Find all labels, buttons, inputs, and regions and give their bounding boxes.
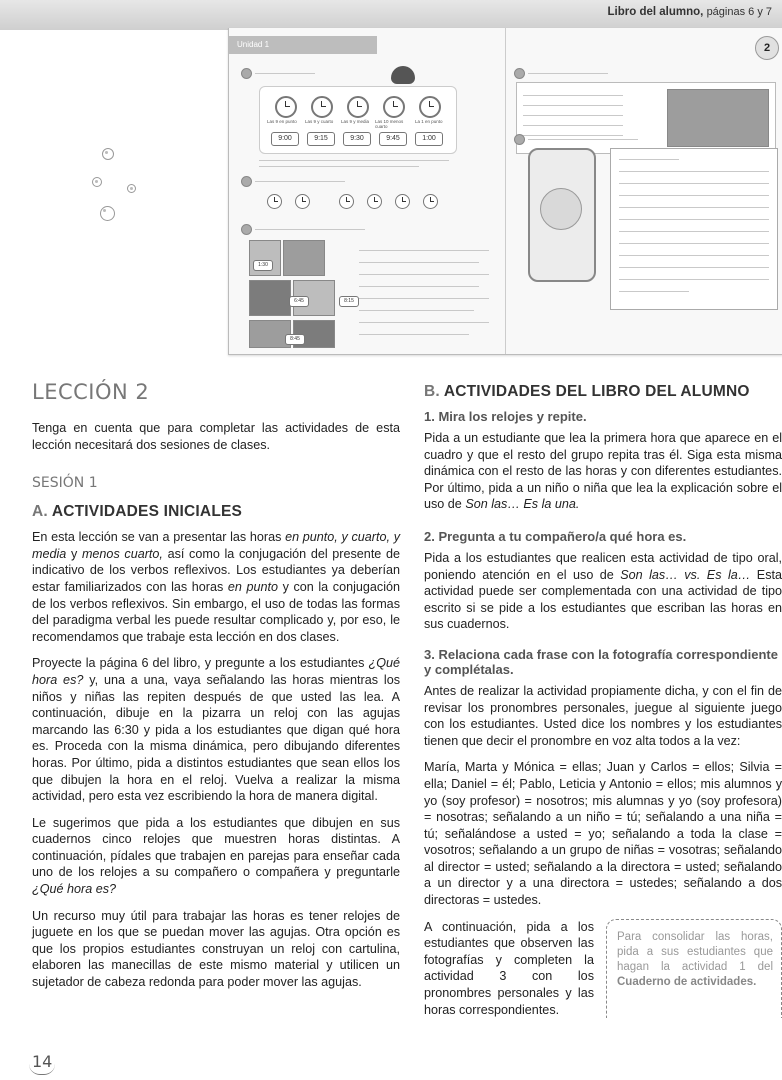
paragraph: A continuación, pida a los estudiantes que observen las fotografías y completen la actividad 3 con los pronombres personales y las horas correspondientes.	[424, 919, 594, 1017]
text-line	[619, 195, 769, 196]
italic-text: menos cuarto,	[81, 546, 163, 561]
lesson-title: LECCIÓN 2	[32, 380, 150, 404]
text: Esta actividad puede ser complementada con una actividad de tipo escrito si se pide a los estudiantes que escriban las horas en sus cuadernos.	[424, 567, 782, 632]
text-line	[359, 274, 489, 275]
text-line	[619, 231, 769, 232]
text-line	[619, 171, 769, 172]
unit-number: 2	[755, 36, 779, 60]
tip-bold-text: Cuaderno de actividades.	[617, 975, 757, 988]
clock-caption: Las 9 en punto	[267, 119, 297, 124]
activity-bullet	[241, 224, 252, 235]
clock-icon	[395, 194, 410, 209]
paragraph	[424, 430, 782, 513]
page-number: 14	[32, 1052, 53, 1071]
table-line	[523, 105, 623, 106]
text-line	[359, 298, 489, 299]
intro-paragraph: Tenga en cuenta que para completar las actividades de esta lección necesitará dos sesiones de clases.	[32, 421, 400, 452]
table-line	[523, 135, 623, 136]
italic-text: Son las… vs. Es la…	[620, 567, 751, 582]
text-line	[619, 207, 769, 208]
text-line	[619, 219, 769, 220]
section-title: ACTIVIDADES DEL LIBRO DEL ALUMNO	[443, 383, 750, 400]
final-block	[424, 919, 782, 1019]
text-line	[619, 159, 679, 160]
section-letter: B.	[424, 383, 440, 400]
text-line	[619, 279, 769, 280]
bubble-decoration	[92, 177, 102, 187]
photo-time: 6:45	[289, 296, 309, 307]
activity-title-line	[255, 229, 365, 230]
clock-icon	[347, 96, 369, 118]
clock-icon	[275, 96, 297, 118]
activity-title-line	[528, 139, 638, 140]
activity-title-line	[528, 73, 608, 74]
book-spread-preview	[228, 28, 782, 355]
boy-face-illustration	[540, 188, 582, 230]
activity-3-title: 3. Relaciona cada frase con la fotografía correspondiente y complétalas.	[424, 646, 778, 677]
activity-title-line	[255, 73, 315, 74]
text-line	[619, 291, 689, 292]
paragraph	[32, 655, 400, 804]
unit-tab: Unidad 1	[229, 36, 377, 54]
text: y	[66, 546, 82, 561]
octopus-illustration	[391, 66, 415, 84]
clock-caption: La 1 en punto	[415, 119, 443, 124]
student-book-page-6	[229, 28, 506, 354]
paragraph	[32, 529, 400, 645]
section-heading-b	[424, 383, 782, 401]
text-line	[359, 322, 489, 323]
clock-icon	[311, 96, 333, 118]
text-line	[619, 255, 769, 256]
section-letter: A.	[32, 503, 48, 521]
clock-icon	[419, 96, 441, 118]
paragraph	[424, 550, 782, 633]
clock-caption: Las 9 y cuarto	[305, 119, 334, 124]
bubble-decoration	[100, 206, 115, 221]
tip-text: Para consolidar las horas, pida a sus estudiantes que hagan la actividad 1 del	[617, 930, 773, 973]
text-line	[359, 310, 474, 311]
text: Le sugerimos que pida a los estudiantes que dibujen en sus cuadernos cinco relojes que muestren horas distintas. A continuación, pídales que trabajen en parejas para enseñar cada uno de los relojes a su compañero o compañera y preguntarle	[32, 815, 400, 880]
photo	[249, 280, 291, 316]
italic-text: ¿Qué hora es?	[32, 882, 117, 897]
book-label: Libro del alumno,	[607, 6, 704, 18]
italic-text: en punto	[227, 579, 278, 594]
table-line	[523, 115, 623, 116]
header-band	[0, 0, 782, 30]
book-pages: páginas 6 y 7	[706, 6, 772, 18]
digital-time: 9:30	[343, 132, 371, 146]
activity-bullet	[514, 68, 525, 79]
clock-icon	[295, 194, 310, 209]
activity-1-title: 1. Mira los relojes y repite.	[424, 409, 587, 424]
session-title: SESIÓN 1	[32, 475, 98, 492]
activity-title-line	[255, 181, 345, 182]
bubble-decoration	[102, 148, 114, 160]
text: y con la conjugación de los verbos reflexivos. Sin embargo, el uso de todas las formas del paradigma verbal les puede resultar complicado y, por eso, le recomendamos que trabaje esta lección en dos clases.	[32, 579, 400, 644]
photo-time: 8:45	[285, 334, 305, 345]
clock-icon	[267, 194, 282, 209]
italic-text: Son las… Es la una.	[465, 497, 580, 512]
text-line	[619, 243, 769, 244]
clock-icon	[423, 194, 438, 209]
text-line	[259, 166, 419, 167]
text-line	[359, 286, 479, 287]
activity-2-title: 2. Pregunta a tu compañero/a qué hora es.	[424, 528, 687, 544]
activity-bullet	[241, 68, 252, 79]
table-line	[523, 95, 623, 96]
italic-text: ¿Qué hora es?	[32, 656, 400, 687]
activity-bullet	[241, 176, 252, 187]
phone-illustration	[528, 148, 596, 282]
chat-message-box	[610, 148, 778, 310]
clock-icon	[383, 96, 405, 118]
text-line	[619, 267, 769, 268]
left-column	[32, 380, 400, 1001]
text: En esta lección se van a presentar las horas	[32, 530, 286, 545]
paragraph	[32, 815, 400, 898]
section-heading-a	[32, 503, 400, 521]
bubble-decoration	[127, 184, 136, 193]
text: Proyecte la página 6 del libro, y pregunte a los estudiantes	[32, 656, 369, 671]
digital-time: 9:15	[307, 132, 335, 146]
clock-caption: Las 9 y media	[341, 119, 370, 124]
digital-time: 1:00	[415, 132, 443, 146]
clock-icon	[367, 194, 382, 209]
text: y, una a una, vaya señalando las horas mientras los niños y niñas las repiten después de que usted las lea. A continuación, dibuje en la pizarra un reloj con las agujas marcando las 6:30 y pida a los estudiantes que digan qué hora es. Proceda con la misma dinámica, pero dibujando diferentes horas. Por último, pida a distintos estudiantes que sean ellos los que dibujen la hora en el reloj. Vuelva a realizar la misma actividad, pero esta vez escribiendo la hora de manera digital.	[32, 672, 401, 804]
text-line	[359, 334, 469, 335]
text-line	[359, 250, 489, 251]
text: Pida a un estudiante que lea la primera hora que aparece en el cuadro y que el resto del grupo repita tras él. Siga esta misma dinámica con el resto de las horas y con diferentes estudiantes. Por último, pida a un niño o niña que lea la explicación sobre el uso de	[424, 431, 782, 512]
activity-bullet	[514, 134, 525, 145]
digital-time: 9:00	[271, 132, 299, 146]
table-line	[523, 125, 623, 126]
text: así como la conjugación del presente de indicativo de los verbos reflexivos. Los estudiantes ya deberían estar familiarizados con las horas	[32, 546, 400, 594]
tip-box	[606, 919, 782, 1019]
student-book-page-7	[506, 28, 782, 354]
photo	[283, 240, 325, 276]
right-column	[424, 380, 782, 1018]
verb-table	[516, 82, 776, 154]
photo-time: 8:15	[339, 296, 359, 307]
section-title: ACTIVIDADES INICIALES	[51, 503, 243, 521]
text-line	[619, 183, 769, 184]
photo-time: 1:30	[253, 260, 273, 271]
text-line	[259, 160, 449, 161]
book-reference	[608, 6, 772, 18]
clock-caption: Las 10 menos cuarto	[375, 119, 404, 129]
italic-text: en punto, y cuarto, y media	[32, 530, 400, 561]
text-line	[359, 262, 479, 263]
text: Pida a los estudiantes que realicen esta actividad de tipo oral, poniendo atención en el uso de	[424, 550, 782, 582]
photo	[667, 89, 769, 147]
paragraph: Antes de realizar la actividad propiamente dicha, y con el fin de revisar los pronombres personales, juegue al siguiente juego con los estudiantes. Usted dice los nombres y los estudiantes tienen que decir el pronombre en voz alta todos a la vez:	[424, 683, 782, 748]
digital-time: 9:45	[379, 132, 407, 146]
paragraph: Un recurso muy útil para trabajar las horas es tener relojes de juguete en los que se puedan mover las agujas. Otra opción es que los propios estudiantes construyan un reloj con cartulina, elaboren las manecillas de este mismo material y utilicen un sujetador de cabeza redonda para poder mover las agujas.	[32, 908, 400, 990]
clock-icon	[339, 194, 354, 209]
paragraph: María, Marta y Mónica = ellas; Juan y Carlos = ellos; Silvia = ella; Daniel = él; Pablo, Leticia y Antonio = ellos; mis alumnos y yo (soy profesor) = nosotros; mis alumnas y yo (soy profesora) = nosotras; señalando a un niño = tú; señalando a una niña = tú; señalándose a usted = yo; señalando a toda la clase = vosotros; señalando a un grupo de niñas = vosotras; señalando al director = usted; señalando a la directora = usted; señalando a un director y a una directora = ustedes; señalando a dos directoras = ustedes.	[424, 760, 782, 908]
